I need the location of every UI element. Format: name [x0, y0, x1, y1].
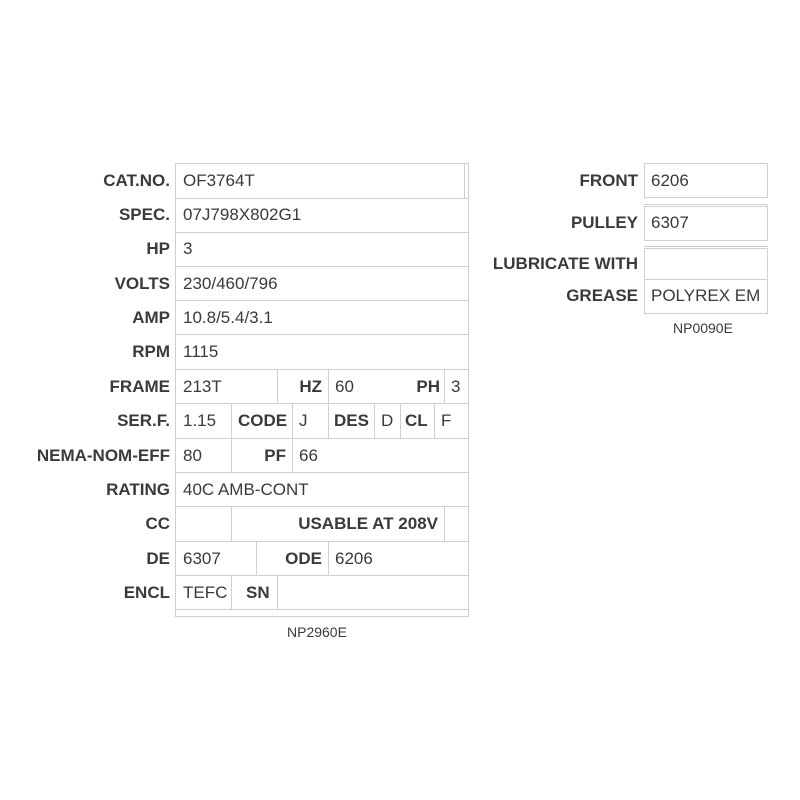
label-ser-f: SER.F.	[117, 411, 170, 430]
label-hz: HZ	[299, 377, 322, 396]
value-rpm: 1115	[183, 342, 219, 361]
bearing-nameplate-code: NP0090E	[673, 320, 733, 336]
value-rating: 40C AMB-CONT	[183, 480, 309, 499]
value-cat-no: OF3764T	[183, 171, 255, 190]
value-hp: 3	[183, 239, 193, 258]
value-pf: 66	[299, 446, 318, 465]
value-nema-nom-eff: 80	[183, 446, 202, 465]
value-hz: 60	[335, 377, 354, 396]
label-de: DE	[146, 549, 170, 568]
value-code: J	[299, 411, 308, 430]
label-des: DES	[334, 411, 369, 430]
label-encl: ENCL	[123, 583, 170, 602]
value-ph: 3	[451, 377, 461, 396]
label-volts: VOLTS	[114, 274, 170, 293]
label-hp: HP	[146, 239, 170, 258]
label-rpm: RPM	[132, 342, 170, 361]
value-spec: 07J798X802G1	[183, 205, 302, 224]
label-grease: GREASE	[566, 286, 638, 305]
value-de: 6307	[183, 549, 221, 568]
value-front: 6206	[651, 171, 689, 190]
value-des: D	[381, 411, 394, 430]
value-encl: TEFC	[183, 583, 228, 602]
label-rating: RATING	[106, 480, 170, 499]
usable-at-208v: USABLE AT 208V	[298, 514, 438, 533]
value-cl: F	[441, 411, 452, 430]
label-code: CODE	[238, 411, 288, 430]
value-frame: 213T	[183, 377, 222, 396]
label-cc: CC	[145, 514, 170, 533]
value-volts: 230/460/796	[183, 274, 278, 293]
label-amp: AMP	[132, 308, 170, 327]
value-ser-f: 1.15	[183, 411, 217, 430]
label-lubricate-with: LUBRICATE WITH	[492, 254, 638, 273]
label-spec: SPEC.	[118, 205, 170, 224]
label-sn: SN	[246, 583, 270, 602]
value-pulley: 6307	[651, 213, 689, 232]
value-amp: 10.8/5.4/3.1	[183, 308, 273, 327]
label-pf: PF	[264, 446, 286, 465]
label-ph: PH	[416, 377, 440, 396]
label-pulley: PULLEY	[570, 213, 638, 232]
value-grease: POLYREX EM	[651, 286, 761, 305]
label-nema-nom-eff: NEMA-NOM-EFF	[36, 446, 170, 465]
label-cat-no: CAT.NO.	[103, 171, 170, 190]
nameplate-code: NP2960E	[287, 624, 347, 640]
value-ode: 6206	[335, 549, 373, 568]
label-cl: CL	[405, 411, 428, 430]
label-frame: FRAME	[109, 377, 170, 396]
label-front: FRONT	[579, 171, 638, 190]
label-ode: ODE	[285, 549, 322, 568]
